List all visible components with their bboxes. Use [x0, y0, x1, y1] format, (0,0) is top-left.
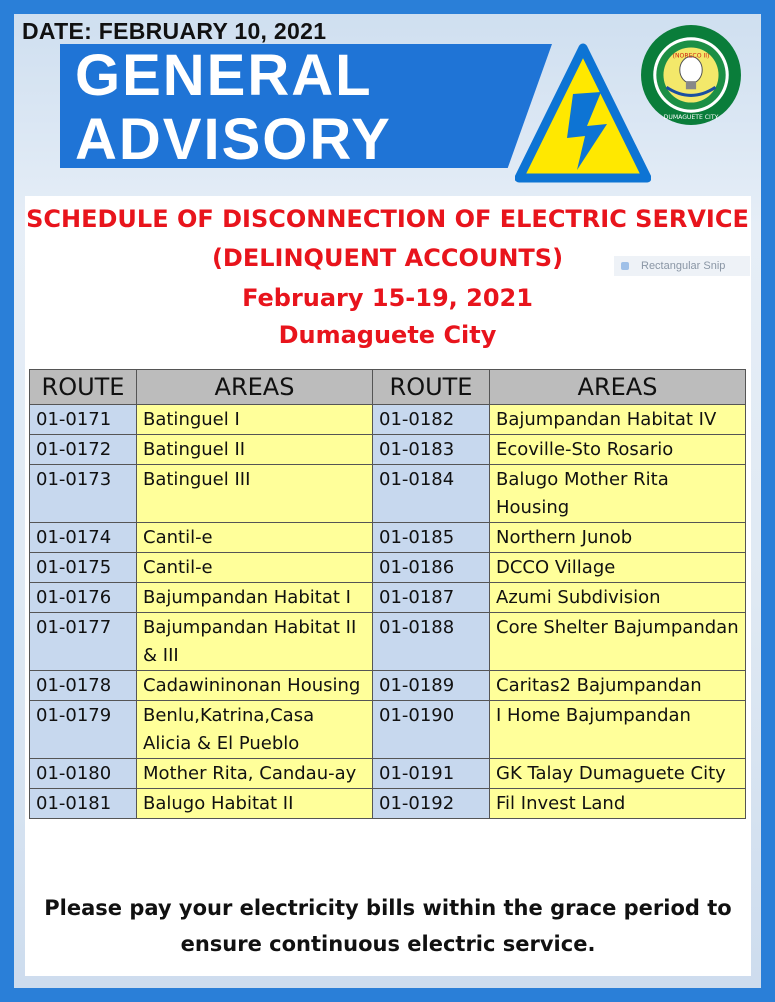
table-row	[30, 583, 746, 613]
area-cell: Bajumpandan Habitat I	[137, 583, 373, 613]
area-cell: Balugo Habitat II	[137, 789, 373, 819]
area-cell: Ecoville-Sto Rosario	[490, 435, 746, 465]
route-cell: 01-0175	[30, 553, 137, 583]
table-row	[30, 789, 746, 819]
route-cell: 01-0174	[30, 523, 137, 553]
table-row	[30, 465, 746, 523]
area-cell: Core Shelter Bajumpandan	[490, 613, 746, 671]
area-cell: Mother Rita, Candau-ay	[137, 759, 373, 789]
route-cell: 01-0189	[373, 671, 490, 701]
area-cell: I Home Bajumpandan	[490, 701, 746, 759]
area-cell: Cadawininonan Housing	[137, 671, 373, 701]
area-cell: Cantil-e	[137, 523, 373, 553]
route-cell: 01-0184	[373, 465, 490, 523]
route-cell: 01-0191	[373, 759, 490, 789]
area-cell: Benlu,Katrina,Casa Alicia & El Pueblo	[137, 701, 373, 759]
table-row	[30, 759, 746, 789]
area-cell: Batinguel III	[137, 465, 373, 523]
route-cell: 01-0186	[373, 553, 490, 583]
noreco-logo	[640, 24, 742, 126]
area-cell: Azumi Subdivision	[490, 583, 746, 613]
area-cell: Batinguel II	[137, 435, 373, 465]
schedule-city: Dumaguete City	[278, 321, 497, 349]
area-cell: Bajumpandan Habitat IV	[490, 405, 746, 435]
route-cell: 01-0181	[30, 789, 137, 819]
table-header-row	[30, 370, 746, 405]
disconnection-schedule-table	[29, 369, 746, 819]
table-row	[30, 405, 746, 435]
logo-abbrev: (NORECO II)	[672, 52, 710, 60]
banner-title-line2: ADVISORY	[75, 107, 392, 172]
table-row	[30, 435, 746, 465]
high-voltage-warning-icon	[515, 42, 651, 184]
col-header-areas: AREAS	[137, 370, 373, 405]
snip-label: Rectangular Snip	[641, 260, 726, 272]
area-cell: Northern Junob	[490, 523, 746, 553]
schedule-title: SCHEDULE OF DISCONNECTION OF ELECTRIC SERVICE	[26, 205, 749, 233]
logo-city: DUMAGUETE CITY	[663, 113, 719, 121]
route-cell: 01-0190	[373, 701, 490, 759]
route-cell: 01-0173	[30, 465, 137, 523]
route-cell: 01-0171	[30, 405, 137, 435]
col-header-areas: AREAS	[490, 370, 746, 405]
route-cell: 01-0182	[373, 405, 490, 435]
area-cell: DCCO Village	[490, 553, 746, 583]
route-cell: 01-0183	[373, 435, 490, 465]
snip-icon	[621, 262, 629, 270]
schedule-subtitle: (DELINQUENT ACCOUNTS)	[211, 244, 564, 272]
area-cell: Fil Invest Land	[490, 789, 746, 819]
route-cell: 01-0177	[30, 613, 137, 671]
table-row	[30, 701, 746, 759]
col-header-route: ROUTE	[30, 370, 137, 405]
banner-title-line1: GENERAL	[75, 43, 373, 108]
table-row	[30, 613, 746, 671]
rectangular-snip-tooltip	[614, 256, 750, 276]
area-cell: Caritas2 Bajumpandan	[490, 671, 746, 701]
advisory-date: DATE: FEBRUARY 10, 2021	[22, 18, 327, 44]
route-cell: 01-0176	[30, 583, 137, 613]
route-cell: 01-0179	[30, 701, 137, 759]
schedule-dates: February 15-19, 2021	[242, 284, 533, 312]
area-cell: Cantil-e	[137, 553, 373, 583]
area-cell: Bajumpandan Habitat II & III	[137, 613, 373, 671]
route-cell: 01-0180	[30, 759, 137, 789]
area-cell: Balugo Mother Rita Housing	[490, 465, 746, 523]
area-cell: Batinguel I	[137, 405, 373, 435]
footer-reminder-line1: Please pay your electricity bills within the grace period to	[44, 896, 732, 920]
route-cell: 01-0172	[30, 435, 137, 465]
col-header-route: ROUTE	[373, 370, 490, 405]
route-cell: 01-0185	[373, 523, 490, 553]
footer-reminder-line2: ensure continuous electric service.	[180, 932, 596, 956]
area-cell: GK Talay Dumaguete City	[490, 759, 746, 789]
route-cell: 01-0178	[30, 671, 137, 701]
route-cell: 01-0192	[373, 789, 490, 819]
route-cell: 01-0188	[373, 613, 490, 671]
table-row	[30, 553, 746, 583]
route-cell: 01-0187	[373, 583, 490, 613]
table-row	[30, 671, 746, 701]
table-row	[30, 523, 746, 553]
